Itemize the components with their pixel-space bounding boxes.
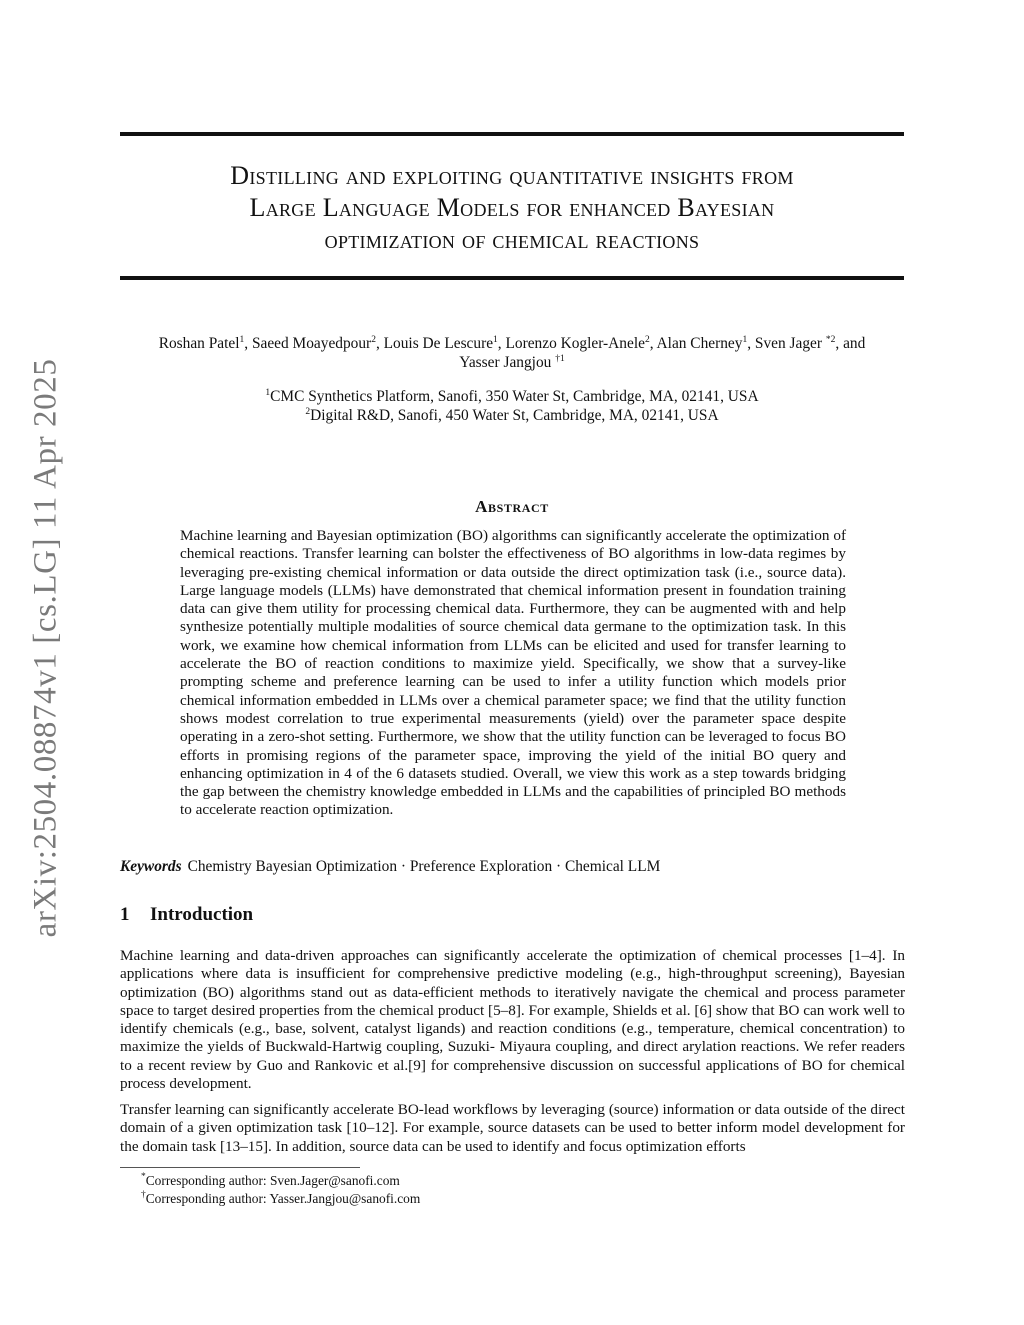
author-name: Sven Jager: [754, 335, 823, 352]
author-name: Louis De Lescure: [383, 335, 494, 352]
author-affiliation-mark: 1: [239, 335, 245, 345]
intro-paragraph-2: Transfer learning can significantly accelerate BO-lead workflows by leveraging (source) information or data outside of the direct domain of a given optimization task [10–12]. For example, source datasets can be used to better inform model development for the domain task [13–15]. In addition, source data can be used to identify and focus optimization efforts: [120, 1101, 905, 1155]
affiliation-list: [120, 387, 904, 425]
footnote-text: Corresponding author: Yasser.Jangjou@sanofi.com: [145, 1191, 421, 1206]
footnote-rule: [120, 1167, 360, 1168]
abstract-heading: Abstract: [475, 497, 549, 516]
section-title: Introduction: [150, 904, 254, 925]
keywords-label: Keywords: [120, 858, 182, 875]
footnote-mark: †: [141, 1190, 146, 1200]
author-affiliation-mark: 2: [371, 335, 376, 345]
abstract-body: Machine learning and Bayesian optimization (BO) algorithms can significantly accelerate the optimization of chemical reactions. Transfer learning can bolster the effectiveness of BO algorithms in low-data regimes by leveraging pre-existing chemical information or data outside the direct optimization task (i.e., source data). Large language models (LLMs) have demonstrated that chemical information present in foundation training data can give them utility for processing chemical data. Furthermore, they can be augmented with and help synthesize potentially multiple modalities of source chemical data germane to the optimization task. In this work, we examine how chemical information from LLMs can be elicited and used for transfer learning to accelerate the BO of reaction conditions to maximize yield. Specifically, we show that a survey-like prompting scheme and preference learning can be used to infer a utility function which models prior chemical information embedded in LLMs over a chemical parameter space; we find that the utility function shows modest correlation to true experimental measurements (yield) over the parameter space despite operating in a zero-shot setting. Furthermore, we show that the utility function can be leveraged to focus BO efforts in promising regions of the parameter space, improving the yield of the initial BO query and enhancing optimization in 4 of the 6 datasets studied. Overall, we view this work as a step towards bridging the gap between the chemistry knowledge embedded in LLMs and the capabilities of principled BO methods to accelerate reaction optimization.: [180, 527, 846, 819]
author-affiliation-mark: 2: [644, 335, 650, 345]
intro-paragraph-1: Machine learning and data-driven approaches can significantly accelerate the optimization of chemical processes [1–4]. In applications where data is insufficient for comprehensive predictive modeling (e.g., high-throughput screening), Bayesian optimization (BO) algorithms stand out as data-efficient methods to iteratively navigate the chemical and process parameter space to target desired properties from the chemical product [5–8]. For example, Shields et al. [6] show that BO can work well to identify chemicals (e.g., base, solvent, catalyst ligands) and reaction conditions (e.g., temperature, chemical concentration) to maximize the yields of Buckwald-Hartwig coupling, Suzuki- Miyaura coupling, and direct arylation reactions. We refer readers to a recent review by Guo and Rankovic et al.[9] for comprehensive discussion on successful applications of BO for chemical process development.: [120, 947, 905, 1093]
footnote: [141, 1172, 420, 1190]
affiliation-text: Digital R&D, Sanofi, 450 Water St, Cambridge, MA, 02141, USA: [310, 407, 719, 424]
author-affiliation-mark: †1: [555, 354, 565, 364]
affiliation: [120, 387, 904, 406]
author-name: Alan Cherney: [656, 335, 743, 352]
author-name: Lorenzo Kogler-Anele: [505, 335, 645, 352]
author-name: Roshan Patel: [158, 335, 240, 352]
author-name: Yasser Jangjou: [459, 354, 552, 371]
title-bottom-rule: [120, 276, 904, 280]
author-affiliation-mark: 1: [493, 335, 498, 345]
footnote: [141, 1190, 420, 1208]
title-line-3: optimization of chemical reactions: [324, 225, 700, 254]
footnotes: [141, 1172, 420, 1208]
author-list: Roshan Patel$^1$, Saeed Moayedpour$^2$, Louis De Lescure$^1$, Lorenzo Kogler-Anele$^2$, Alan Cherney$^1$, Sven Jager $^{*2}$, and Yasser Jangjou $^{\dagger 1}$: [158, 335, 866, 371]
affiliation: [120, 406, 904, 425]
affiliation-text: CMC Synthetics Platform, Sanofi, 350 Water St, Cambridge, MA, 02141, USA: [270, 388, 759, 405]
paper-title: [120, 160, 904, 256]
author-affiliation-mark: *2: [825, 335, 836, 345]
affiliation-mark: 2: [305, 407, 311, 417]
title-line-2: Large Language Models for enhanced Bayesian: [249, 193, 775, 222]
author-affiliation-mark: 1: [742, 335, 748, 345]
title-top-rule: [120, 132, 904, 136]
arxiv-identifier: arXiv:2504.08874v1 [cs.LG] 11 Apr 2025: [27, 358, 64, 938]
section-number: 1: [120, 904, 130, 925]
keywords: [120, 857, 904, 876]
footnote-text: Corresponding author: Sven.Jager@sanofi.com: [145, 1173, 400, 1188]
affiliation-mark: 1: [265, 388, 271, 398]
footnote-mark: *: [141, 1172, 146, 1182]
author-name: Saeed Moayedpour: [251, 335, 372, 352]
section-heading: [120, 904, 253, 926]
author-connector: and: [843, 335, 866, 352]
keywords-text: Chemistry Bayesian Optimization · Preference Exploration · Chemical LLM: [187, 858, 661, 875]
title-line-1: Distilling and exploiting quantitative insights from: [230, 161, 794, 190]
